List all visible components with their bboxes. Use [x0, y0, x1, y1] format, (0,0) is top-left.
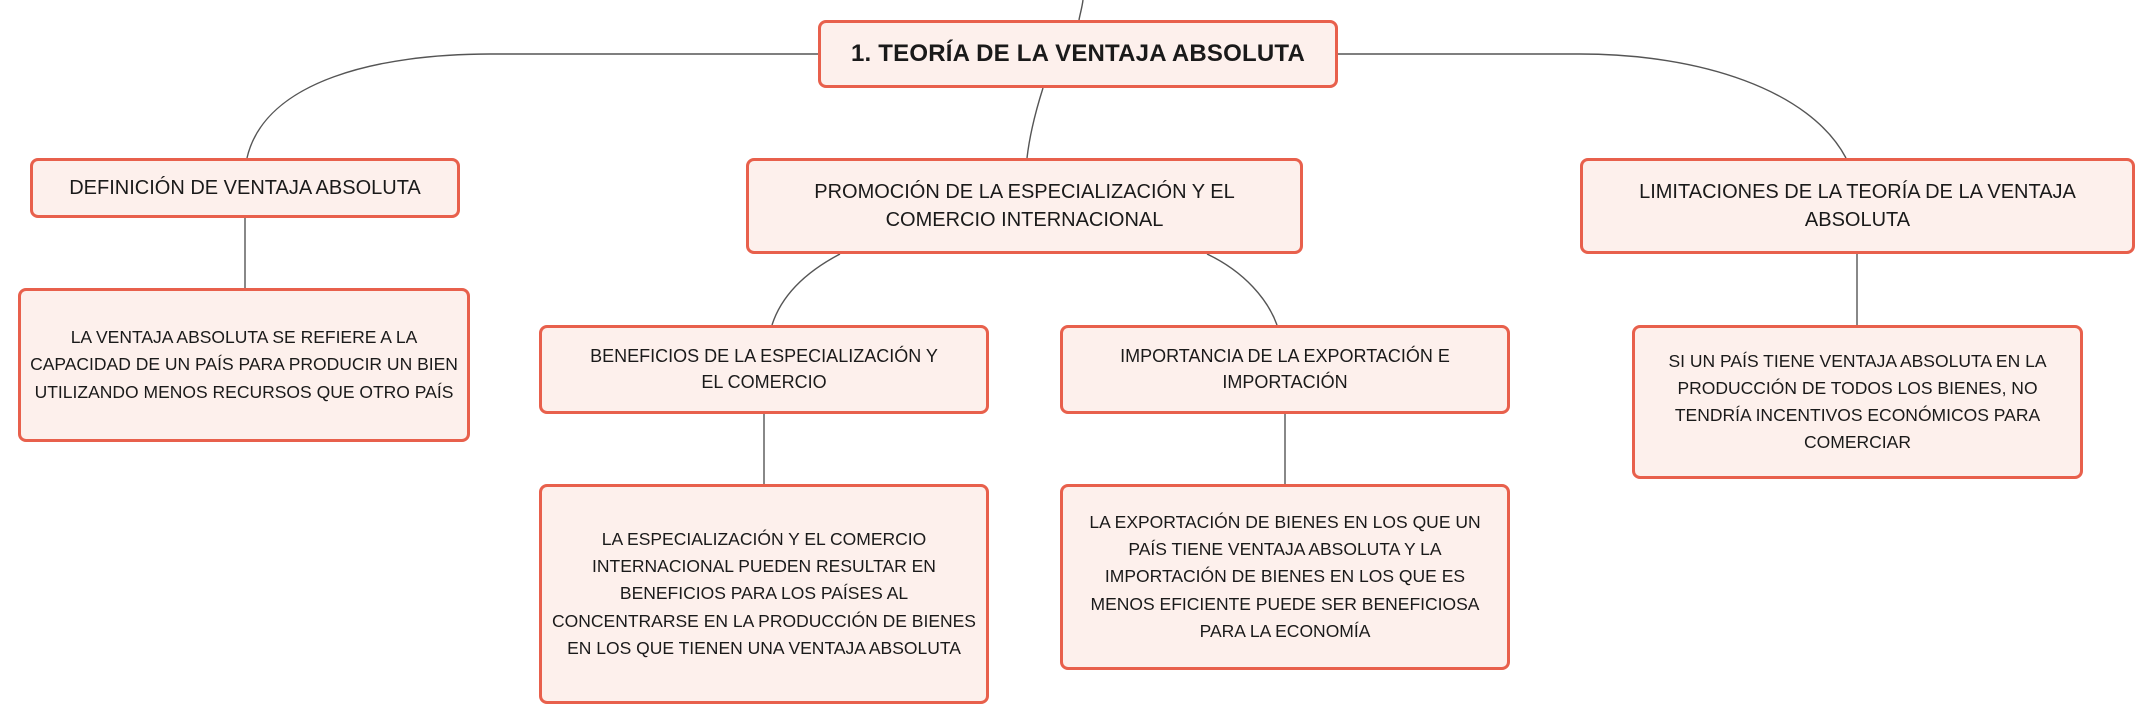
detail-text-definicion: LA VENTAJA ABSOLUTA SE REFIERE A LA CAPACIDAD DE UN PAÍS PARA PRODUCIR UN BIEN UTILIZANDO MENOS RECURSOS QUE OTRO PAÍS: [30, 327, 458, 402]
connector-root-to-limitaciones: [1334, 54, 1846, 158]
detail-node-limitaciones[interactable]: [1632, 325, 2083, 479]
root-topic-label: 1. TEORÍA DE LA VENTAJA ABSOLUTA: [851, 39, 1305, 67]
topic-node-limitaciones[interactable]: [1580, 158, 2135, 254]
topic-node-definicion[interactable]: [30, 158, 460, 218]
subtopic-label-importancia: IMPORTANCIA DE LA EXPORTACIÓN E IMPORTACIÓN: [1120, 345, 1450, 392]
detail-node-beneficios[interactable]: [539, 484, 989, 704]
connector-parent-to-root: [1079, 0, 1083, 20]
topic-node-promocion[interactable]: [746, 158, 1303, 254]
topic-label-promocion: PROMOCIÓN DE LA ESPECIALIZACIÓN Y EL COMERCIO INTERNACIONAL: [814, 180, 1235, 231]
subtopic-label-beneficios: BENEFICIOS DE LA ESPECIALIZACIÓN Y EL COMERCIO: [590, 345, 938, 392]
root-topic-node[interactable]: [818, 20, 1338, 88]
topic-label-limitaciones: LIMITACIONES DE LA TEORÍA DE LA VENTAJA ABSOLUTA: [1639, 180, 2076, 231]
topic-label-definicion: DEFINICIÓN DE VENTAJA ABSOLUTA: [69, 176, 421, 199]
detail-text-importancia: LA EXPORTACIÓN DE BIENES EN LOS QUE UN PAÍS TIENE VENTAJA ABSOLUTA Y LA IMPORTACIÓN DE BIENES EN LOS QUE ES MENOS EFICIENTE PUEDE SER BENEFICIOSA PARA LA ECONOMÍA: [1089, 512, 1481, 641]
detail-text-limitaciones: SI UN PAÍS TIENE VENTAJA ABSOLUTA EN LA PRODUCCIÓN DE TODOS LOS BIENES, NO TENDRÍA INCENTIVOS ECONÓMICOS PARA COMERCIAR: [1668, 350, 2047, 453]
detail-text-beneficios: LA ESPECIALIZACIÓN Y EL COMERCIO INTERNACIONAL PUEDEN RESULTAR EN BENEFICIOS PARA LOS PAÍSES AL CONCENTRARSE EN LA PRODUCCIÓN DE BIENES EN LOS QUE TIENEN UNA VENTAJA ABSOLUTA: [552, 529, 976, 658]
detail-node-importancia[interactable]: [1060, 484, 1510, 670]
detail-node-definicion[interactable]: [18, 288, 470, 442]
connector-root-to-definicion: [247, 54, 818, 158]
connector-promocion-to-importancia: [1207, 254, 1277, 325]
subtopic-node-beneficios[interactable]: [539, 325, 989, 414]
connector-promocion-to-beneficios: [772, 254, 840, 325]
connector-root-to-promocion: [1027, 88, 1043, 158]
subtopic-node-importancia[interactable]: [1060, 325, 1510, 414]
